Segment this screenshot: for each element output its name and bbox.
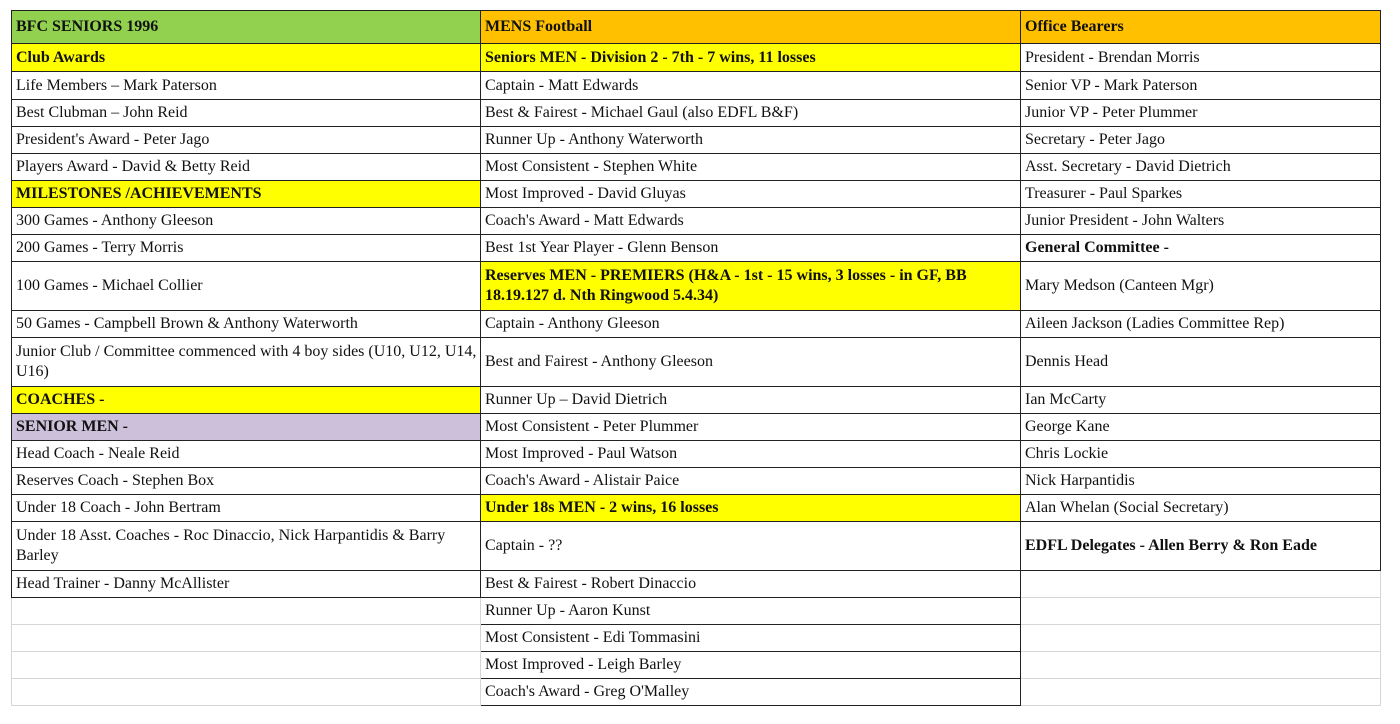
cell-office-bearer: Alan Whelan (Social Secretary) — [1021, 495, 1381, 522]
cell-office-bearer: Treasurer - Paul Sparkes — [1021, 181, 1381, 208]
cell-office-bearer: Senior VP - Mark Paterson — [1021, 72, 1381, 100]
cell-club-info: 300 Games - Anthony Gleeson — [12, 208, 481, 235]
cell-club-info: Head Trainer - Danny McAllister — [12, 571, 481, 598]
cell-office-bearer: Mary Medson (Canteen Mgr) — [1021, 262, 1381, 311]
section-reserves-men: Reserves MEN - PREMIERS (H&A - 1st - 15 wins, 3 losses - in GF, BB 18.19.127 d. Nth Ringwood 5.4.34) — [481, 262, 1021, 311]
header-bfc-seniors-1996: BFC SENIORS 1996 — [12, 11, 481, 44]
section-edfl-delegates: EDFL Delegates - Allen Berry & Ron Eade — [1021, 522, 1381, 571]
section-coaches: COACHES - — [12, 387, 481, 414]
cell-empty — [12, 652, 481, 679]
cell-office-bearer: George Kane — [1021, 414, 1381, 441]
cell-football-award: Captain - ?? — [481, 522, 1021, 571]
cell-football-award: Most Improved - Leigh Barley — [481, 652, 1021, 679]
cell-office-bearer: Nick Harpantidis — [1021, 468, 1381, 495]
cell-empty — [1021, 625, 1381, 652]
cell-office-bearer: Chris Lockie — [1021, 441, 1381, 468]
cell-club-info: Junior Club / Committee commenced with 4 boy sides (U10, U12, U14, U16) — [12, 338, 481, 387]
cell-football-award: Best & Fairest - Michael Gaul (also EDFL B&F) — [481, 100, 1021, 127]
cell-football-award: Captain - Matt Edwards — [481, 72, 1021, 100]
cell-club-info: 50 Games - Campbell Brown & Anthony Waterworth — [12, 311, 481, 338]
cell-football-award: Best and Fairest - Anthony Gleeson — [481, 338, 1021, 387]
cell-football-award: Runner Up - Anthony Waterworth — [481, 127, 1021, 154]
cell-football-award: Most Improved - Paul Watson — [481, 441, 1021, 468]
cell-football-award: Most Consistent - Stephen White — [481, 154, 1021, 181]
cell-football-award: Runner Up – David Dietrich — [481, 387, 1021, 414]
cell-office-bearer: Aileen Jackson (Ladies Committee Rep) — [1021, 311, 1381, 338]
section-under-18s-men: Under 18s MEN - 2 wins, 16 losses — [481, 495, 1021, 522]
cell-football-award: Most Consistent - Edi Tommasini — [481, 625, 1021, 652]
cell-empty — [1021, 652, 1381, 679]
cell-empty — [1021, 571, 1381, 598]
header-office-bearers: Office Bearers — [1021, 11, 1381, 44]
cell-football-award: Coach's Award - Alistair Paice — [481, 468, 1021, 495]
cell-football-award: Most Consistent - Peter Plummer — [481, 414, 1021, 441]
cell-empty — [12, 625, 481, 652]
cell-empty — [1021, 598, 1381, 625]
cell-club-info: 200 Games - Terry Morris — [12, 235, 481, 262]
cell-club-info: Life Members – Mark Paterson — [12, 72, 481, 100]
cell-empty — [12, 598, 481, 625]
cell-club-info: 100 Games - Michael Collier — [12, 262, 481, 311]
cell-club-info: Players Award - David & Betty Reid — [12, 154, 481, 181]
cell-office-bearer: Secretary - Peter Jago — [1021, 127, 1381, 154]
cell-club-info: Head Coach - Neale Reid — [12, 441, 481, 468]
awards-spreadsheet — [11, 10, 1381, 706]
cell-office-bearer: Dennis Head — [1021, 338, 1381, 387]
cell-club-info: Best Clubman – John Reid — [12, 100, 481, 127]
cell-office-bearer: Junior VP - Peter Plummer — [1021, 100, 1381, 127]
section-general-committee: General Committee - — [1021, 235, 1381, 262]
cell-football-award: Best & Fairest - Robert Dinaccio — [481, 571, 1021, 598]
cell-club-info: Reserves Coach - Stephen Box — [12, 468, 481, 495]
section-senior-men: SENIOR MEN - — [12, 414, 481, 441]
cell-club-info: President's Award - Peter Jago — [12, 127, 481, 154]
section-seniors-men: Seniors MEN - Division 2 - 7th - 7 wins, 11 losses — [481, 44, 1021, 72]
cell-empty — [1021, 679, 1381, 706]
cell-football-award: Coach's Award - Matt Edwards — [481, 208, 1021, 235]
cell-football-award: Captain - Anthony Gleeson — [481, 311, 1021, 338]
cell-football-award: Best 1st Year Player - Glenn Benson — [481, 235, 1021, 262]
section-club-awards: Club Awards — [12, 44, 481, 72]
header-mens-football: MENS Football — [481, 11, 1021, 44]
cell-office-bearer: Junior President - John Walters — [1021, 208, 1381, 235]
section-milestones: MILESTONES /ACHIEVEMENTS — [12, 181, 481, 208]
cell-football-award: Most Improved - David Gluyas — [481, 181, 1021, 208]
cell-club-info: Under 18 Asst. Coaches - Roc Dinaccio, Nick Harpantidis & Barry Barley — [12, 522, 481, 571]
cell-office-bearer: President - Brendan Morris — [1021, 44, 1381, 72]
cell-empty — [12, 679, 481, 706]
cell-club-info: Under 18 Coach - John Bertram — [12, 495, 481, 522]
cell-football-award: Coach's Award - Greg O'Malley — [481, 679, 1021, 706]
cell-office-bearer: Asst. Secretary - David Dietrich — [1021, 154, 1381, 181]
cell-football-award: Runner Up - Aaron Kunst — [481, 598, 1021, 625]
cell-office-bearer: Ian McCarty — [1021, 387, 1381, 414]
